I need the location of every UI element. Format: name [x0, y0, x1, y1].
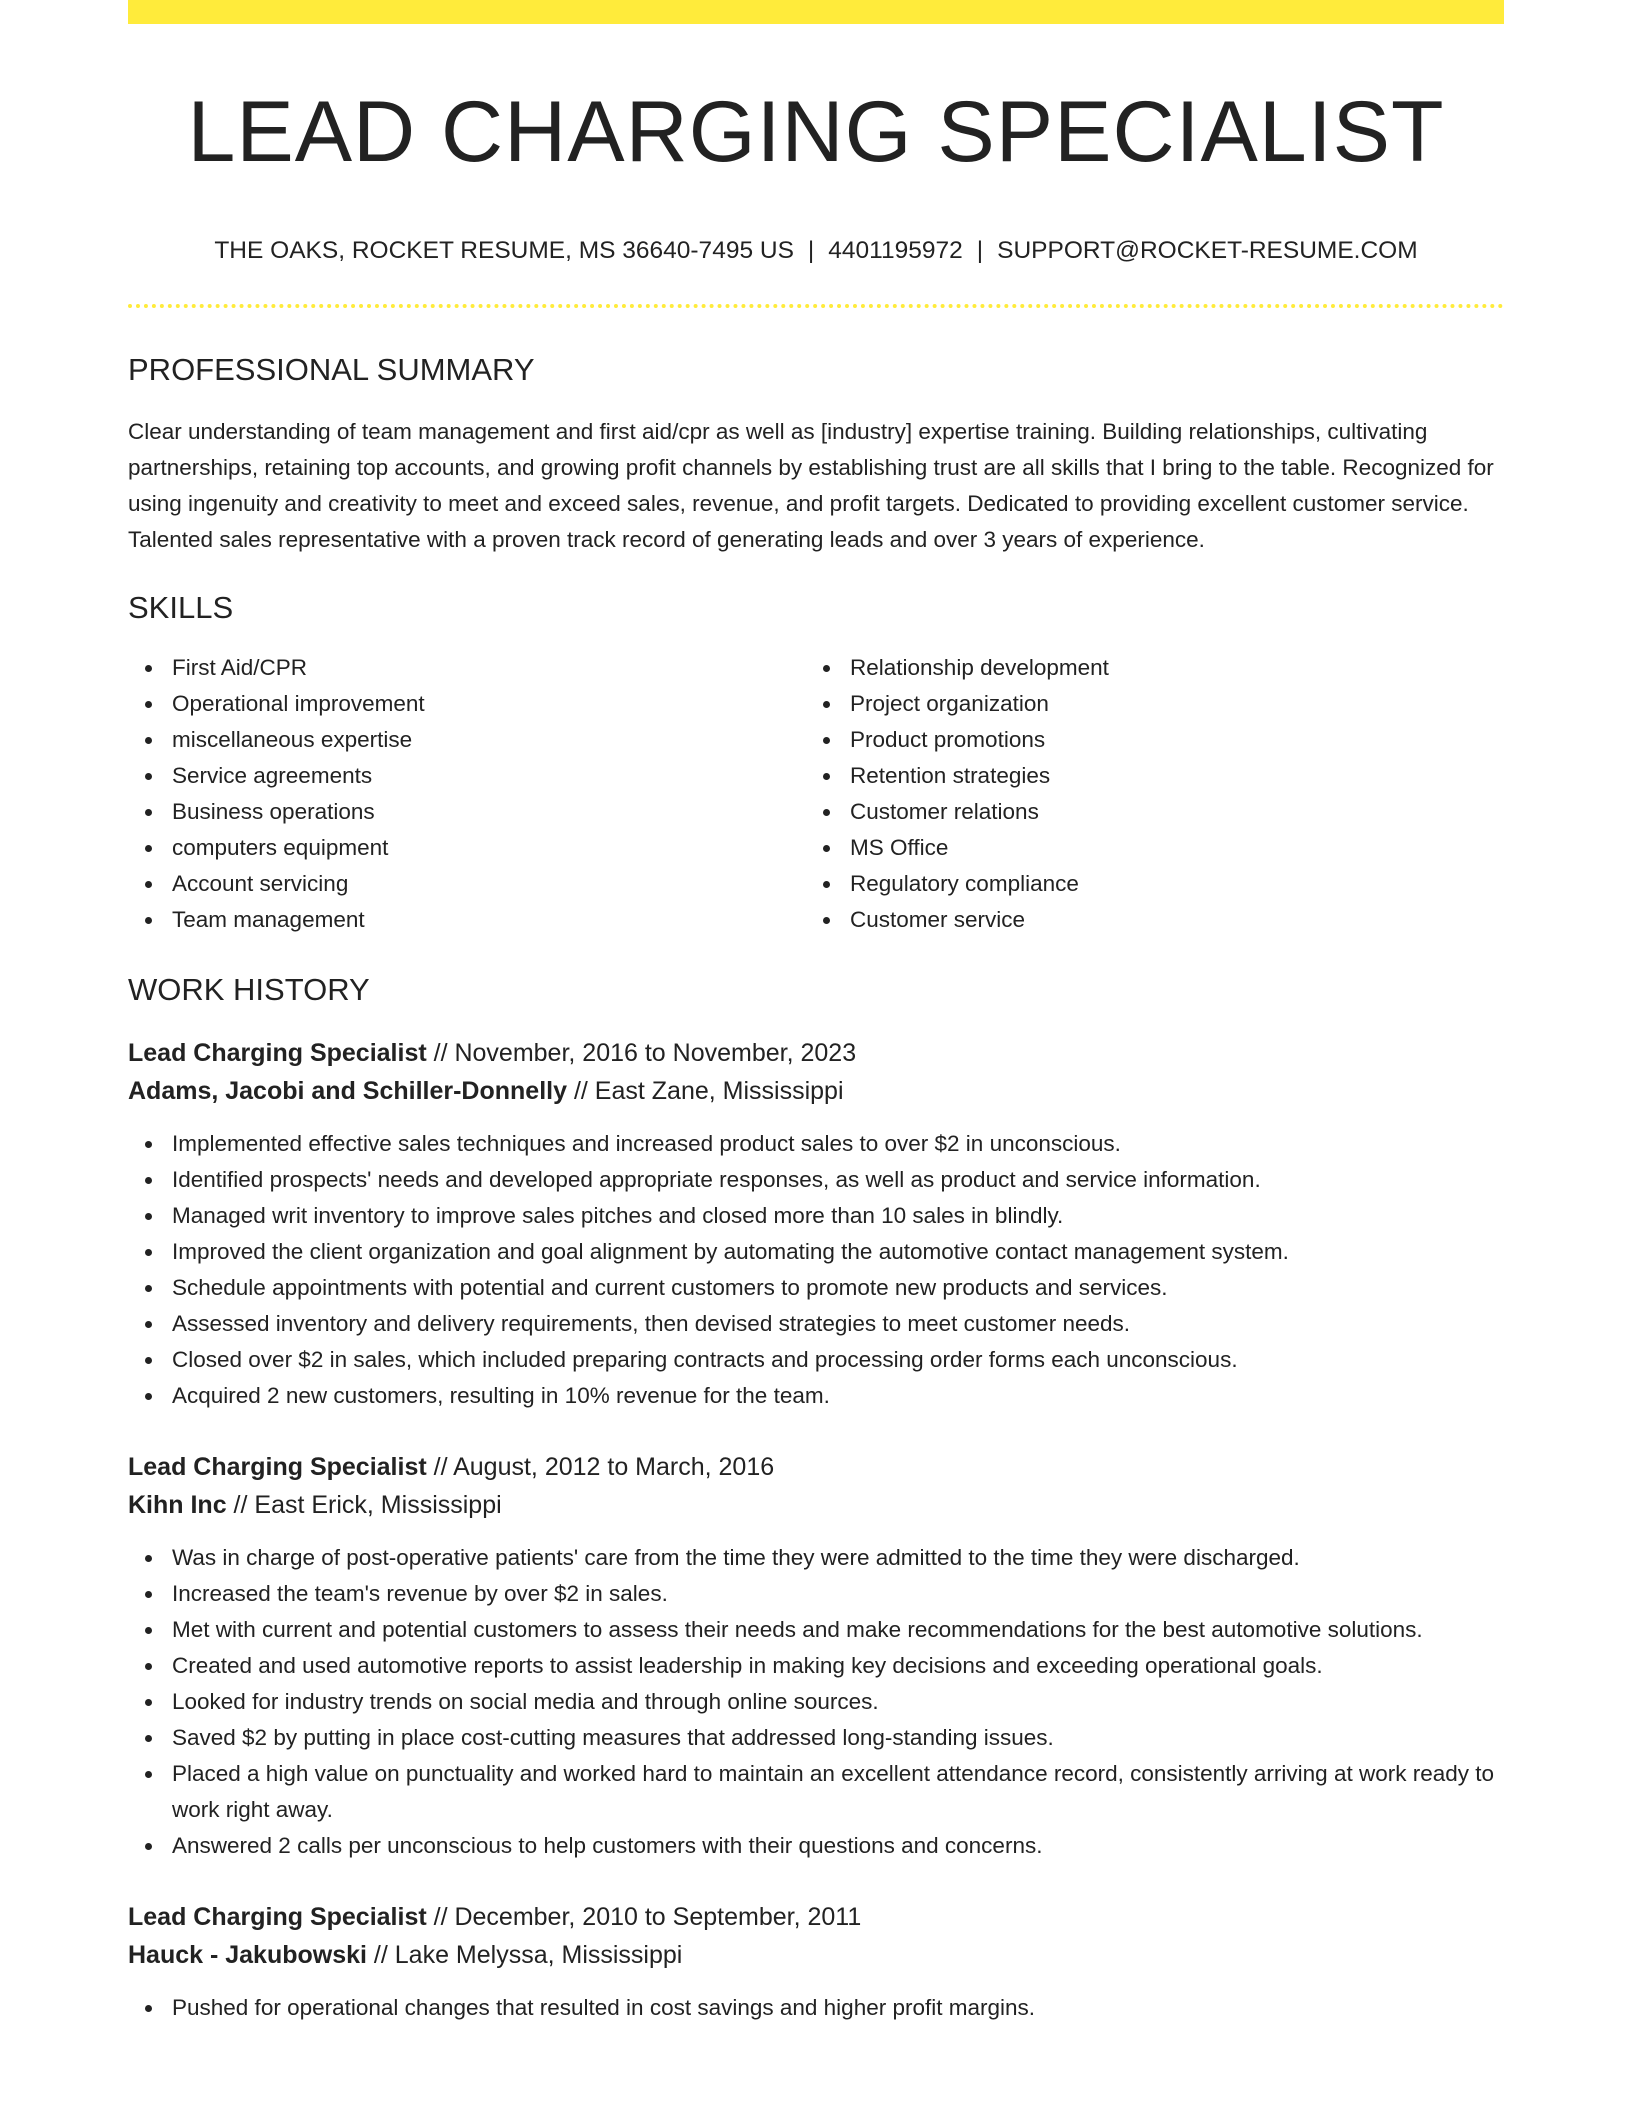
dotted-divider: [128, 304, 1504, 308]
job-location: // Lake Melyssa, Mississippi: [366, 1941, 683, 1969]
skills-heading: SKILLS: [128, 590, 234, 625]
contact-line: [128, 236, 1504, 266]
skill-item: Team management: [172, 902, 806, 938]
job-role: Lead Charging Specialist: [128, 1453, 427, 1481]
job-duties: [128, 1126, 1504, 1414]
job-role-line: [128, 1034, 1504, 1072]
contact-email: SUPPORT@ROCKET-RESUME.COM: [997, 237, 1418, 264]
accent-bar: [128, 0, 1504, 24]
job-company: Kihn Inc: [128, 1491, 227, 1519]
job-entry: [128, 1898, 1504, 2026]
skill-item: Customer service: [850, 902, 1484, 938]
summary-heading: PROFESSIONAL SUMMARY: [128, 352, 535, 387]
work-history-heading: WORK HISTORY: [128, 972, 370, 1007]
job-duty: Saved $2 by putting in place cost-cutting measures that addressed long-standing issues.: [172, 1720, 1504, 1756]
job-duty: Placed a high value on punctuality and worked hard to maintain an excellent attendance record, consistently arriving at work ready to work right away.: [172, 1756, 1504, 1828]
job-company-line: [128, 1936, 1504, 1974]
job-duty: Closed over $2 in sales, which included preparing contracts and processing order forms each unconscious.: [172, 1342, 1504, 1378]
skill-item: Business operations: [172, 794, 806, 830]
job-duties: [128, 1990, 1504, 2026]
job-dates: // December, 2010 to September, 2011: [426, 1903, 862, 1931]
resume-title: LEAD CHARGING SPECIALIST: [187, 84, 1445, 180]
skill-item: Customer relations: [850, 794, 1484, 830]
job-duty: Improved the client organization and goal alignment by automating the automotive contact management system.: [172, 1234, 1504, 1270]
job-role-line: [128, 1898, 1504, 1936]
job-duty: Managed writ inventory to improve sales pitches and closed more than 10 sales in blindly.: [172, 1198, 1504, 1234]
job-duty: Looked for industry trends on social media and through online sources.: [172, 1684, 1504, 1720]
contact-address: THE OAKS, ROCKET RESUME, MS 36640-7495 US: [214, 237, 794, 264]
job-duties: [128, 1540, 1504, 1864]
skill-item: MS Office: [850, 830, 1484, 866]
job-duty: Increased the team's revenue by over $2 in sales.: [172, 1576, 1504, 1612]
resume-content: [128, 24, 1504, 2026]
job-duty: Identified prospects' needs and developed appropriate responses, as well as product and service information.: [172, 1162, 1504, 1198]
job-role: Lead Charging Specialist: [128, 1903, 427, 1931]
skill-item: miscellaneous expertise: [172, 722, 806, 758]
skill-item: computers equipment: [172, 830, 806, 866]
job-company-line: [128, 1072, 1504, 1110]
contact-separator: |: [976, 237, 984, 264]
contact-phone: 4401195972: [828, 237, 963, 264]
job-duty: Answered 2 calls per unconscious to help customers with their questions and concerns.: [172, 1828, 1504, 1864]
skill-item: Project organization: [850, 686, 1484, 722]
skill-item: Account servicing: [172, 866, 806, 902]
contact-separator: |: [807, 237, 815, 264]
job-company-line: [128, 1486, 1504, 1524]
job-duty: Implemented effective sales techniques and increased product sales to over $2 in unconscious.: [172, 1126, 1504, 1162]
job-duty: Schedule appointments with potential and current customers to promote new products and services.: [172, 1270, 1504, 1306]
job-location: // East Erick, Mississippi: [226, 1491, 502, 1519]
job-duty: Was in charge of post-operative patients' care from the time they were admitted to the time they were discharged.: [172, 1540, 1504, 1576]
skills-column-left: [128, 650, 806, 938]
job-duty: Assessed inventory and delivery requirements, then devised strategies to meet customer needs.: [172, 1306, 1504, 1342]
job-company: Hauck - Jakubowski: [128, 1941, 367, 1969]
skill-item: Retention strategies: [850, 758, 1484, 794]
job-dates: // August, 2012 to March, 2016: [426, 1453, 775, 1481]
skills-column-right: [806, 650, 1484, 938]
job-duty: Met with current and potential customers to assess their needs and make recommendations for the best automotive solutions.: [172, 1612, 1504, 1648]
job-role-line: [128, 1448, 1504, 1486]
skill-item: Regulatory compliance: [850, 866, 1484, 902]
skill-item: First Aid/CPR: [172, 650, 806, 686]
job-entry: [128, 1034, 1504, 1414]
job-duty: Acquired 2 new customers, resulting in 10% revenue for the team.: [172, 1378, 1504, 1414]
skill-item: Operational improvement: [172, 686, 806, 722]
job-role: Lead Charging Specialist: [128, 1039, 427, 1067]
job-duty: Created and used automotive reports to assist leadership in making key decisions and exceeding operational goals.: [172, 1648, 1504, 1684]
summary-text: Clear understanding of team management and first aid/cpr as well as [industry] expertise training. Building relationships, cultivating partnerships, retaining top accounts, and growing profit channels by establishing trust are all skills that I bring to the table. Recognized for using ingenuity and creativity to meet and exceed sales, revenue, and profit targets. Dedicated to providing excellent customer service. Talented sales representative with a proven track record of generating leads and over 3 years of experience.: [128, 419, 1494, 552]
skill-item: Service agreements: [172, 758, 806, 794]
skills-list: [128, 650, 1504, 938]
skill-item: Relationship development: [850, 650, 1484, 686]
job-company: Adams, Jacobi and Schiller-Donnelly: [128, 1077, 568, 1105]
skill-item: Product promotions: [850, 722, 1484, 758]
job-dates: // November, 2016 to November, 2023: [426, 1039, 857, 1067]
job-location: // East Zane, Mississippi: [567, 1077, 844, 1105]
job-entry: [128, 1448, 1504, 1864]
job-duty: Pushed for operational changes that resulted in cost savings and higher profit margins.: [172, 1990, 1504, 2026]
